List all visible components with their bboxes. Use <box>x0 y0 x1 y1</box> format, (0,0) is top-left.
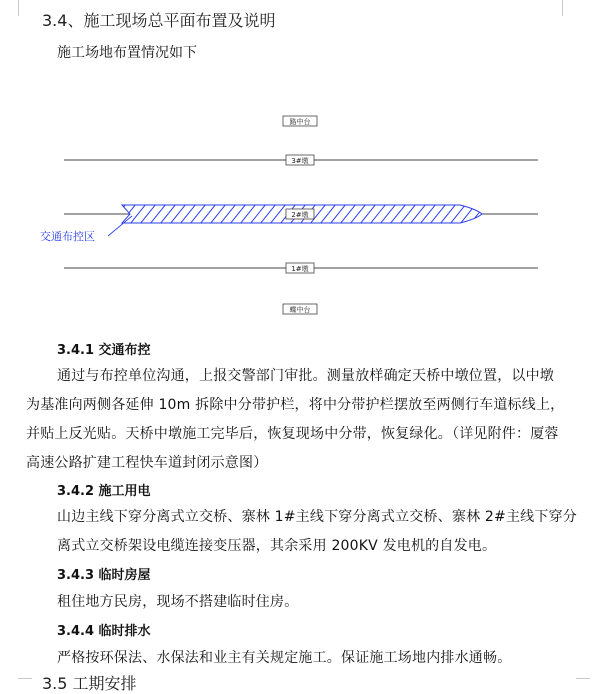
paragraph-line: 为基准向两侧各延伸 10m 拆除中分带护栏，将中分带护栏摆放至两侧行车道标线上， <box>26 397 565 413</box>
callout-label: 交通布控区 <box>40 230 95 243</box>
paragraph-line: 高速公路扩建工程快车道封闭示意图） <box>26 455 268 471</box>
section-heading: 3.4、施工现场总平面布置及说明 <box>42 11 276 30</box>
paragraph-line: 通过与布控单位沟通，上报交警部门审批。测量放样确定天桥中墩位置，以中墩 <box>57 368 554 384</box>
pier-1-label: 1#墩 <box>291 265 309 273</box>
intro-text: 施工场地布置情况如下 <box>57 45 197 61</box>
callout-leader-line <box>108 216 132 236</box>
site-layout-diagram <box>30 110 550 320</box>
abutment-top-label: 路中台 <box>289 118 311 126</box>
margin-mark-bottom-left <box>18 678 32 679</box>
subsection-title-drainage: 3.4.4 临时排水 <box>57 624 151 639</box>
margin-mark-top-left <box>18 0 19 16</box>
subsection-title-traffic: 3.4.1 交通布控 <box>57 343 151 358</box>
subsection-title-housing: 3.4.3 临时房屋 <box>57 568 151 583</box>
paragraph-line: 离式立交桥架设电缆连接变压器，其余采用 200KV 发电机的自发电。 <box>57 538 497 554</box>
margin-mark-bottom-right <box>576 678 590 679</box>
paragraph-line: 严格按环保法、水保法和业主有关规定施工。保证施工场地内排水通畅。 <box>57 650 512 666</box>
paragraph-line: 并贴上反光贴。天桥中墩施工完毕后，恢复现场中分带，恢复绿化。（详见附件：厦蓉 <box>26 426 559 442</box>
next-section-heading: 3.5 工期安排 <box>42 674 137 693</box>
paragraph-line: 租住地方民房，现场不搭建临时住房。 <box>57 594 299 610</box>
abutment-bottom-label: 蝶中台 <box>289 306 311 314</box>
margin-mark-top-right <box>562 0 563 16</box>
pier-2-label: 2#墩 <box>291 211 309 219</box>
subsection-title-power: 3.4.2 施工用电 <box>57 484 151 499</box>
paragraph-line: 山边主线下穿分离式立交桥、寨林 1#主线下穿分离式立交桥、寨林 2#主线下穿分 <box>57 509 577 525</box>
pier-3-label: 3#墩 <box>291 157 309 165</box>
